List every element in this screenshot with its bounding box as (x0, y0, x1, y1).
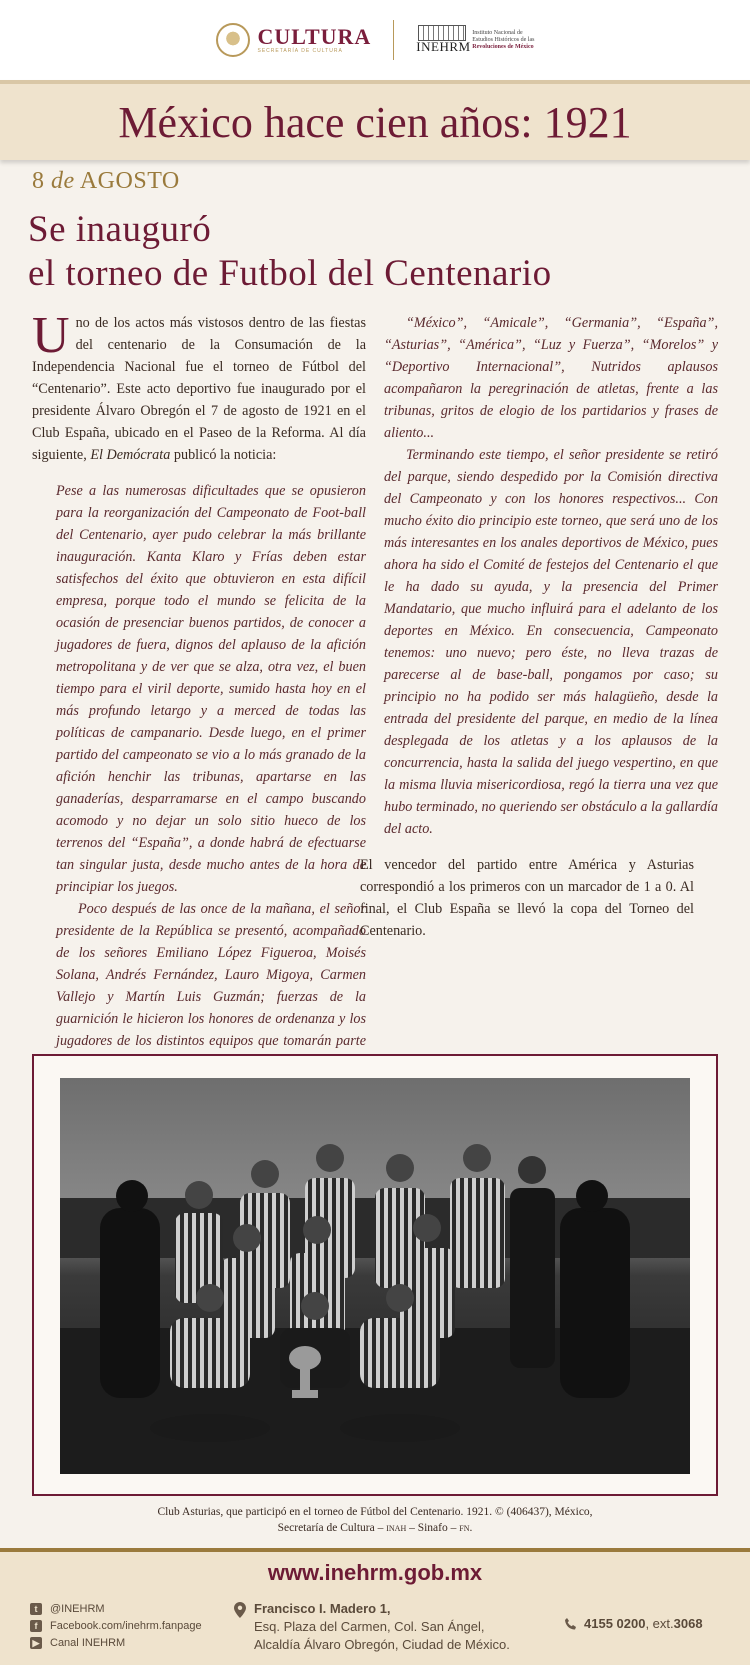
team-photo (60, 1078, 690, 1474)
cultura-subtitle: SECRETARÍA DE CULTURA (257, 48, 343, 54)
quote-paragraph-1: Pese a las numerosas dificultades que se opusieron para la reorganización del Campeonato de Foot-ball del Centenario, ayer pudo celebrar la más brillante inauguración. Kanta Klaro y Frías deben estar satisfechos del éxito que obtuvieron en esta difícil empresa, porque todo el mundo se felicita de la ocasión de presenciar buenos partidos, de conocer a jugadores de fuera, dignos del aplauso de la afición metropolitana y de ver que se alza, otra vez, el buen tiempo para el viril deporte, sumido hasta hoy en el más profundo letargo y a merced de todas las políticas de campanario. Desde luego, en el primer partido del campeonato se vio a lo más granado de la afición henchir las tribunas, apartarse en las ganaderías, desparramarse en el campo buscando acomodo y no dejar un solo sitio hueco de los terrenos del “España”, a donde habrá de efectuarse tan singular justa, desde mucho antes de la hora de principiar los juegos. (56, 483, 366, 895)
youtube-icon: ▶ (30, 1637, 42, 1649)
intro-end: publicó la noticia: (170, 447, 277, 463)
source-name: El Demócrata (90, 447, 171, 463)
headline-line1: Se inauguró (28, 209, 212, 250)
youtube-link[interactable] (30, 1634, 202, 1651)
website-link[interactable]: www.inehrm.gob.mx (267, 1560, 483, 1585)
caption-part-c: . (469, 1522, 473, 1534)
photo-caption (0, 1504, 750, 1536)
facebook-icon: f (30, 1620, 42, 1632)
photo-frame (32, 1054, 718, 1496)
date-month: AGOSTO (79, 168, 180, 194)
article-column-left (32, 307, 366, 1140)
location-pin-icon (234, 1602, 246, 1618)
quote-paragraph-3: “México”, “Amicale”, “Germania”, “España”, “Asturias”, “América”, “Luz y Fuerza”, “Morelos” y “Deportivo Internacional”, Nutridos aplausos acompañaron la peregrinación de atletas, frente a las tribunas, gritos de elogio de los partidarios y frases de aliento... (384, 315, 718, 441)
drop-cap: U (32, 307, 70, 364)
inehrm-name (472, 30, 534, 51)
cultura-title: CULTURA (257, 24, 372, 49)
caption-line1: Club Asturias, que participó en el torneo de Fútbol del Centenario. 1921. © (406437), México, (157, 1506, 593, 1518)
inehrm-building-icon (416, 25, 471, 55)
logo-divider (393, 20, 394, 60)
caption-line2 (0, 1520, 750, 1536)
headline (28, 208, 728, 296)
youtube-prefix: Canal (50, 1636, 79, 1649)
address-line3: Alcaldía Álvaro Obregón, Ciudad de México. (254, 1637, 510, 1652)
cultura-logo (216, 23, 372, 57)
caption-inah: inah (386, 1522, 407, 1534)
article-date (32, 168, 180, 195)
team-photo-illustration (60, 1078, 690, 1474)
inehrm-line1: Instituto Nacional de (472, 29, 523, 36)
quote-block-right (384, 312, 718, 840)
caption-fn: fn (459, 1522, 470, 1534)
caption-part-a: Secretaría de Cultura – (277, 1522, 387, 1534)
footer (0, 1548, 750, 1665)
article-intro (32, 307, 366, 466)
inehrm-logo (416, 25, 534, 55)
phone-ext: 3068 (673, 1616, 703, 1631)
header-logos (0, 0, 750, 80)
facebook-link[interactable] (30, 1617, 202, 1634)
article-column-right (360, 312, 718, 942)
quote-paragraph-2: Poco después de las once de la mañana, el señor presidente de la República se presentó, acompañado de los señores Emiliano López Figueroa, Moisés Solana, Andrés Fernández, Lauro Migoya, Carmen Vallejo y Martín Luis Guzmán; fuerzas de la guarnición le hicieron los honores de ordenanza y los jugadores de los distintos equipos que tomarán parte (56, 901, 366, 1049)
quote-block-left (32, 480, 366, 1140)
address-block (254, 1600, 510, 1654)
headline-line2: el torneo de Futbol del Centenario (28, 253, 552, 294)
twitter-handle: @INEHRM (50, 1602, 105, 1615)
social-links (30, 1600, 202, 1651)
inehrm-line2: Estudios Históricos de las (472, 36, 535, 43)
eagle-emblem-icon (216, 23, 250, 57)
title-banner (0, 80, 750, 160)
phone-icon (564, 1617, 578, 1631)
twitter-icon: t (30, 1603, 42, 1615)
address-line1: Francisco I. Madero 1, (254, 1601, 391, 1616)
facebook-url: Facebook.com/inehrm.fanpage (50, 1619, 202, 1632)
intro-text: no de los actos más vistosos dentro de las fiestas del centenario de la Consumación de la Independencia Nacional fue el torneo de Fútbol del “Centenario”. Este acto deportivo fue inaugurado por el presidente Álvaro Obregón el 7 de agosto de 1921 en el Club España, ubicado en el Paseo de la Reforma. Al día siguiente, (32, 315, 366, 463)
date-day: 8 (32, 168, 45, 194)
inehrm-word: INEHRM (416, 39, 471, 54)
article-closing: El vencedor del partido entre América y Asturias correspondió a los primeros con un marcador de 1 a 0. Al final, el Club España se llevó la copa del Torneo del Centenario. (360, 857, 694, 939)
youtube-name: INEHRM (81, 1636, 126, 1649)
quote-paragraph-4: Terminando este tiempo, el señor presidente se retiró del parque, siendo despedido por la Comisión directiva del Campeonato y con los honores respectivos... Con mucho éxito dio principio este torneo, que será uno de los más interesantes en los anales deportivos de México, pues ahora ha sido el Comité de festejos del Centenario el que le ha dado su ayuda, y la presencia del Primer Mandatario, que mucho influirá para el adelanto de los deportes en México. En consecuencia, Campeonato tenemos: uno nuevo; pero éste, no lleva trazas de parecerse al de base-ball, pongamos por caso; su principio no ha podido ser más halagüeño, desde la entrada del presidente del parque, en medio de la línea desplegada de los atletas y a los aplausos de la concurrencia, hasta la salida del juego vespertino, en que la misma lluvia misericordiosa, regó la tierra una vez que hubo terminado, no queriendo ser obstáculo a la gallardía del acto. (384, 447, 718, 837)
twitter-link[interactable] (30, 1600, 202, 1617)
address-line2: Esq. Plaza del Carmen, Col. San Ángel, (254, 1619, 485, 1634)
banner-title: México hace cien años: 1921 (118, 98, 632, 147)
phone-ext-label: , ext. (645, 1616, 674, 1631)
date-de: de (51, 168, 75, 194)
caption-part-b: – Sinafo – (406, 1522, 460, 1534)
phone-block (564, 1616, 703, 1631)
inehrm-line3: Revoluciones de México (472, 43, 534, 50)
phone-number: 4155 0200 (584, 1616, 646, 1631)
